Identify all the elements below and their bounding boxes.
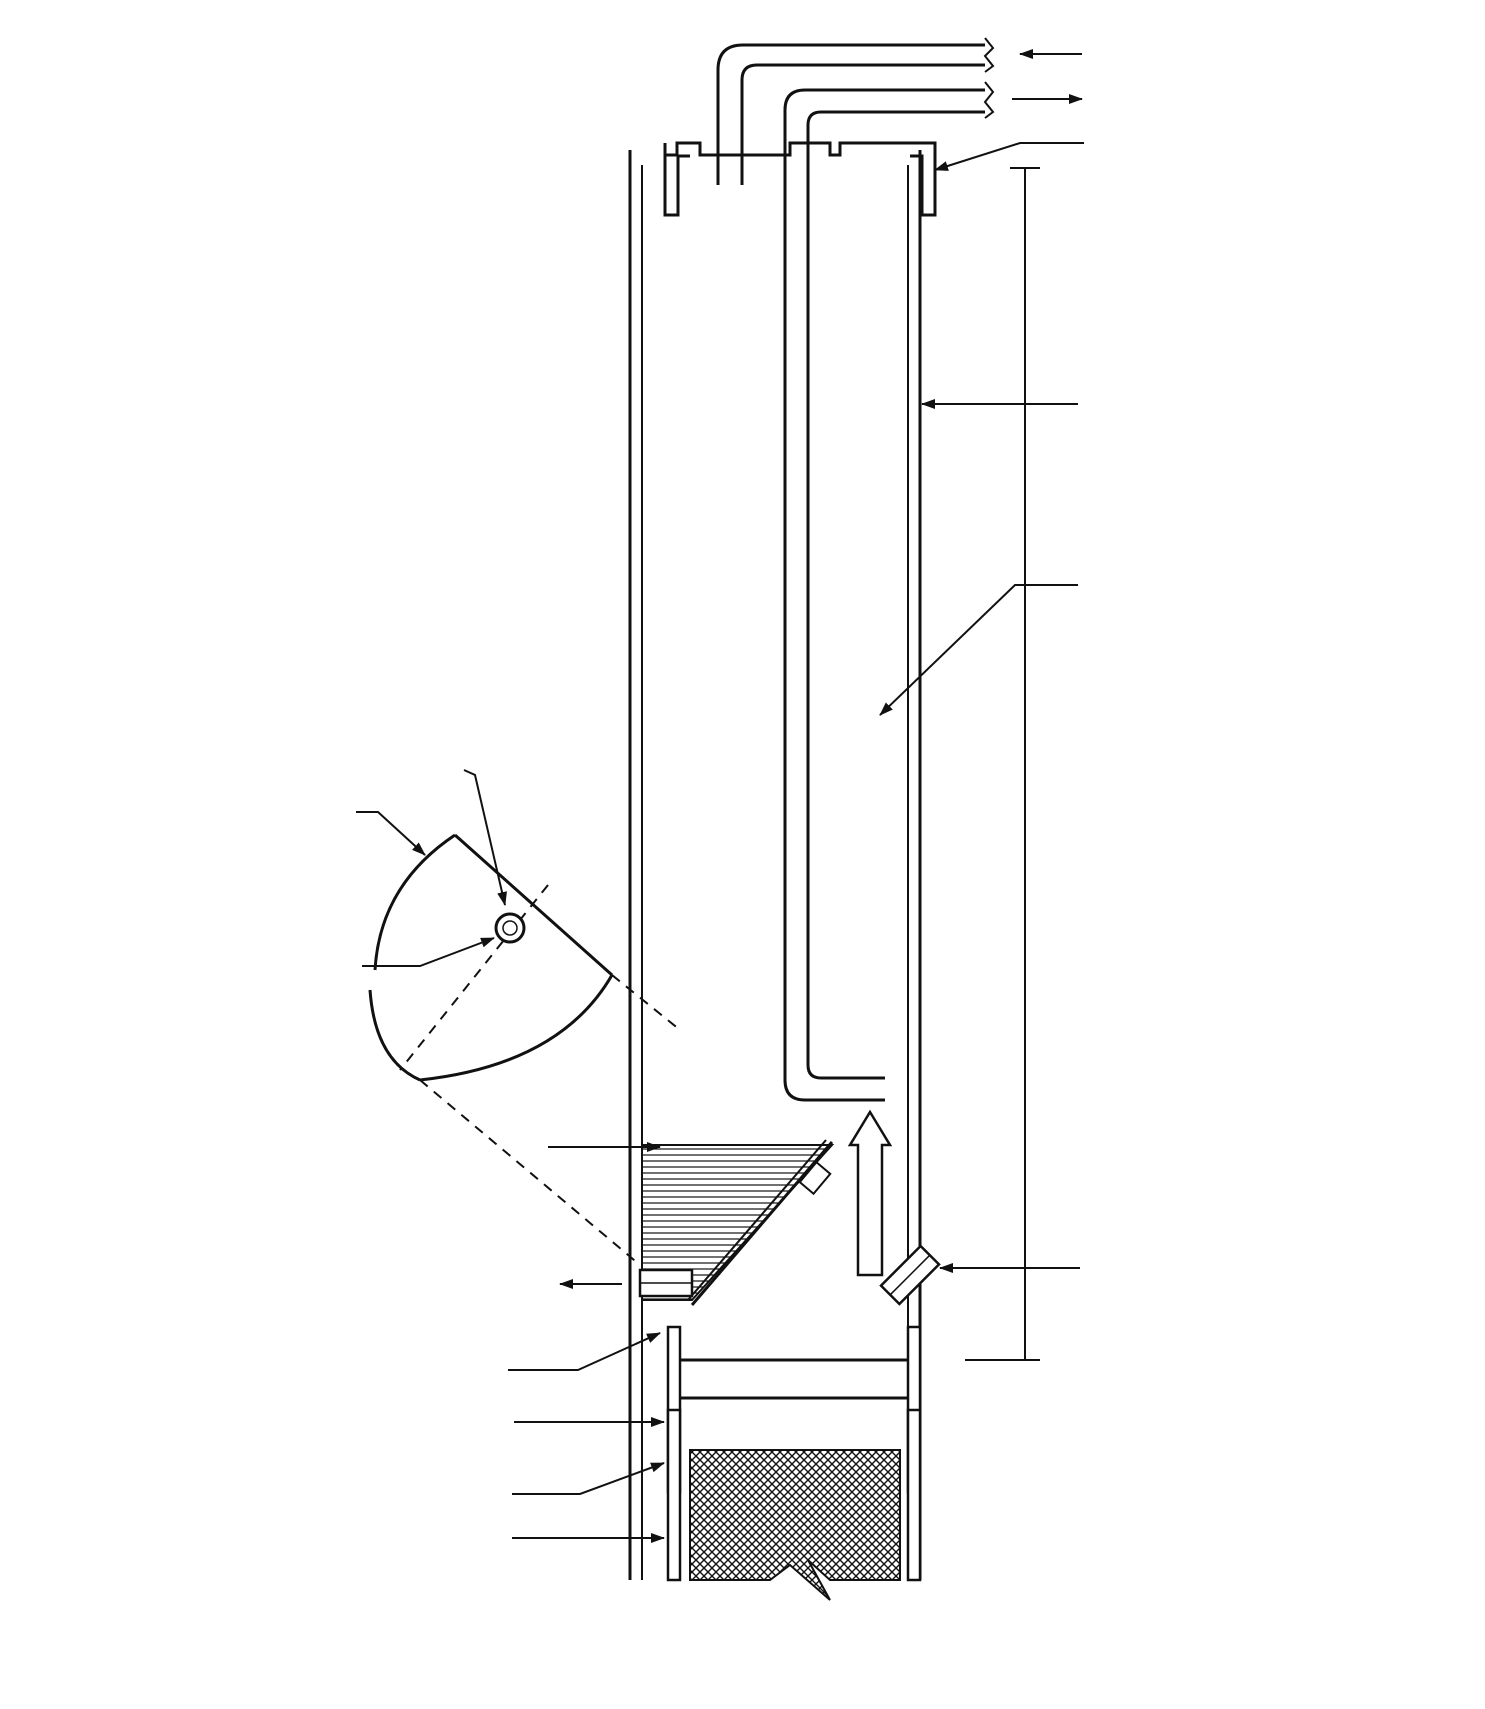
take-off-valve	[640, 1270, 692, 1296]
overflow-spigot-hole	[496, 914, 524, 942]
warm-water-pipe	[785, 82, 993, 1080]
rising-vapors-arrow	[850, 1112, 890, 1275]
top-cup	[665, 143, 935, 215]
bottom-tube	[668, 1410, 920, 1600]
left-labels	[0, 0, 664, 1538]
collector-plate-detail	[370, 835, 680, 1265]
still-column	[630, 38, 993, 1600]
height-dimension	[965, 168, 1040, 1360]
thermometer-sleeve	[881, 1246, 939, 1304]
